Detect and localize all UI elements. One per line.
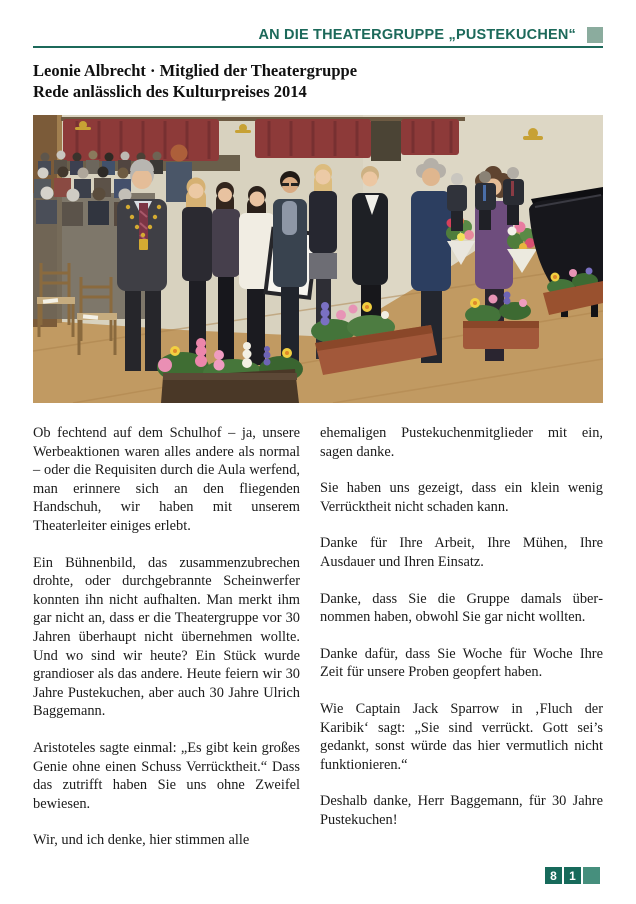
title-line-1: Leonie Albrecht · Mitglied der Theatergruppe — [33, 61, 358, 80]
paragraph: Sie haben uns gezeigt, dass ein klein wenig Verrücktheit nicht schaden kann. — [320, 480, 603, 515]
paragraph: Danke für Ihre Arbeit, Ihre Mühen, Ihre Ausdauer und Ihren Einsatz. — [320, 535, 603, 570]
page-footer — [545, 867, 600, 884]
seated-guests — [447, 167, 524, 231]
section-kicker: AN DIE THEATERGRUPPE „PUSTEKUCHEN“ — [258, 27, 576, 43]
paragraph: Ob fechtend auf dem Schulhof – ja, unsere Werbeaktionen waren alles andere als normal – oder die Requisiten durch die Aula werfend, man erinnere sich an den fliegenden Handschuh, wir haben mit unserem Theaterleiter einiges erlebt. — [33, 425, 300, 534]
paragraph: Danke dafür, dass Sie Woche für Woche Ihre Zeit für unsere Proben geopfert haben. — [320, 645, 603, 681]
right-column — [320, 424, 603, 850]
ceremony-photo — [33, 115, 603, 403]
left-column — [33, 424, 300, 850]
paragraph: ehemaligen Pustekuchenmitglieder mit ein, sagen danke. — [320, 425, 603, 460]
page-number-left: 8 — [545, 867, 562, 884]
page-number-right: 1 — [564, 867, 581, 884]
page-header — [33, 0, 603, 48]
paragraph: Wie Captain Jack Sparrow in ‚Fluch der Karibik‘ sagt: „Sie sind verrückt. Gott sei’s gedankt, sonst würde das hier vermutlich nicht funktionieren.“ — [320, 700, 603, 773]
kicker-row — [33, 0, 603, 43]
article-body — [33, 424, 603, 850]
page-title — [33, 60, 603, 102]
accent-square-icon — [583, 867, 600, 884]
paragraph: Aristoteles sagte einmal: „Es gibt kein großes Genie ohne einen Schuss Verrücktheit.“ Dass das zutrifft haben Sie uns ohne Zweifel bewiesen. — [33, 739, 300, 812]
title-line-2: Rede anlässlich des Kulturpreises 2014 — [33, 82, 307, 101]
header-rule — [33, 46, 603, 48]
paragraph: Ein Bühnenbild, das zusammenzubrechen drohte, oder durchgebrannte Scheinwerfer konnten ihn nicht aufhalten. Man merkt ihm gar nicht an, dass er die Theatergruppe vor 30 Jahren überhaupt nicht übernehmen wollte. Und wo sind wir heute? Ein Stück wurde grandioser als das andere. Heute feiern wir 30 Jahre Pustekuchen, aber auch 30 Jahre Ulrich Baggemann. — [33, 554, 300, 720]
paragraph: Wir, und ich denke, hier stimmen alle — [33, 832, 250, 849]
paragraph: Deshalb danke, Herr Baggemann, für 30 Jahre Pustekuchen! — [320, 793, 603, 828]
accent-square-icon — [587, 27, 603, 43]
page-content — [33, 0, 603, 850]
paragraph: Danke, dass Sie die Gruppe damals übernommen haben, obwohl Sie gar nicht wollten. — [320, 590, 603, 626]
